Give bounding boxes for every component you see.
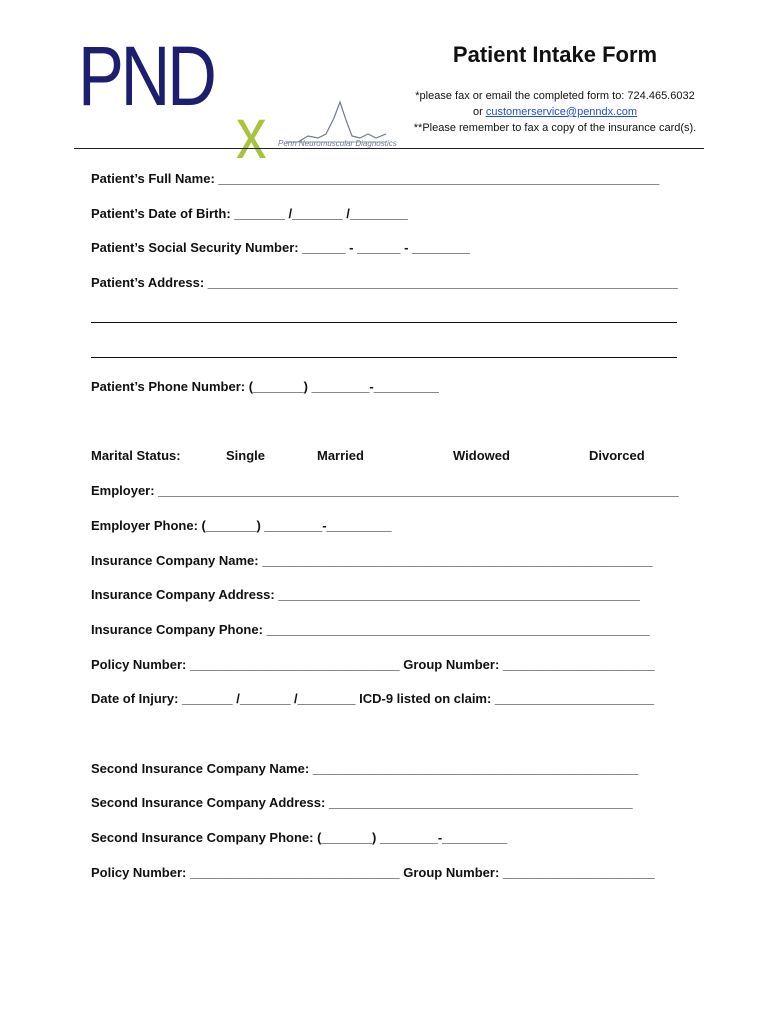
second-insurance-phone-field[interactable]: Second Insurance Company Phone: (_______) ________-_________ bbox=[91, 830, 508, 845]
employer-phone-field[interactable]: Employer Phone: (_______) ________-_________ bbox=[91, 518, 392, 533]
title-block bbox=[400, 40, 710, 136]
marital-option-widowed[interactable]: Widowed bbox=[453, 448, 510, 463]
fax-note: *please fax or email the completed form to: 724.465.6032 bbox=[415, 90, 695, 102]
address-line-2[interactable] bbox=[91, 322, 677, 323]
marital-option-divorced[interactable]: Divorced bbox=[589, 448, 645, 463]
policy-group-field[interactable]: Policy Number: _____________________________ Group Number: _____________________ bbox=[91, 657, 655, 672]
email-note bbox=[400, 104, 710, 120]
email-link[interactable]: customerservice@penndx.com bbox=[485, 106, 637, 118]
address-field[interactable]: Patient’s Address: _________________________________________________________________ bbox=[91, 275, 678, 290]
insurance-card-note: **Please remember to fax a copy of the insurance card(s). bbox=[413, 122, 697, 134]
marital-option-married[interactable]: Married bbox=[317, 448, 364, 463]
marital-status-label: Marital Status: bbox=[91, 448, 181, 463]
logo-x-text: x bbox=[236, 94, 267, 174]
second-policy-group-field[interactable]: Policy Number: _____________________________ Group Number: _____________________ bbox=[91, 865, 655, 880]
dob-field[interactable]: Patient’s Date of Birth: _______ /_______ /________ bbox=[91, 206, 408, 221]
page-title: Patient Intake Form bbox=[452, 42, 658, 67]
address-line-3[interactable] bbox=[91, 357, 677, 358]
header-divider bbox=[74, 148, 704, 149]
insurance-phone-field[interactable]: Insurance Company Phone: _____________________________________________________ bbox=[91, 622, 650, 637]
marital-option-single[interactable]: Single bbox=[226, 448, 266, 463]
phone-field[interactable]: Patient’s Phone Number: (_______) ________-_________ bbox=[91, 379, 439, 394]
insurance-name-field[interactable]: Insurance Company Name: ______________________________________________________ bbox=[91, 553, 653, 568]
second-insurance-name-field[interactable]: Second Insurance Company Name: _____________________________________________ bbox=[91, 761, 639, 776]
pndx-logo bbox=[78, 29, 397, 174]
logo-pnd-text: PND bbox=[78, 29, 214, 123]
full-name-field[interactable]: Patient’s Full Name: _____________________________________________________________ bbox=[91, 171, 660, 186]
second-insurance-address-field[interactable]: Second Insurance Company Address: __________________________________________ bbox=[91, 795, 633, 810]
injury-icd9-field[interactable]: Date of Injury: _______ /_______ /________ ICD-9 listed on claim: ______________________ bbox=[91, 691, 654, 706]
insurance-address-field[interactable]: Insurance Company Address: __________________________________________________ bbox=[91, 587, 640, 602]
ssn-field[interactable]: Patient’s Social Security Number: ______ - ______ - ________ bbox=[91, 240, 470, 255]
employer-field[interactable]: Employer: ________________________________________________________________________ bbox=[91, 483, 679, 498]
logo-tagline: Penn Neuromuscular Diagnostics bbox=[278, 139, 397, 148]
email-prefix: or bbox=[472, 106, 486, 118]
